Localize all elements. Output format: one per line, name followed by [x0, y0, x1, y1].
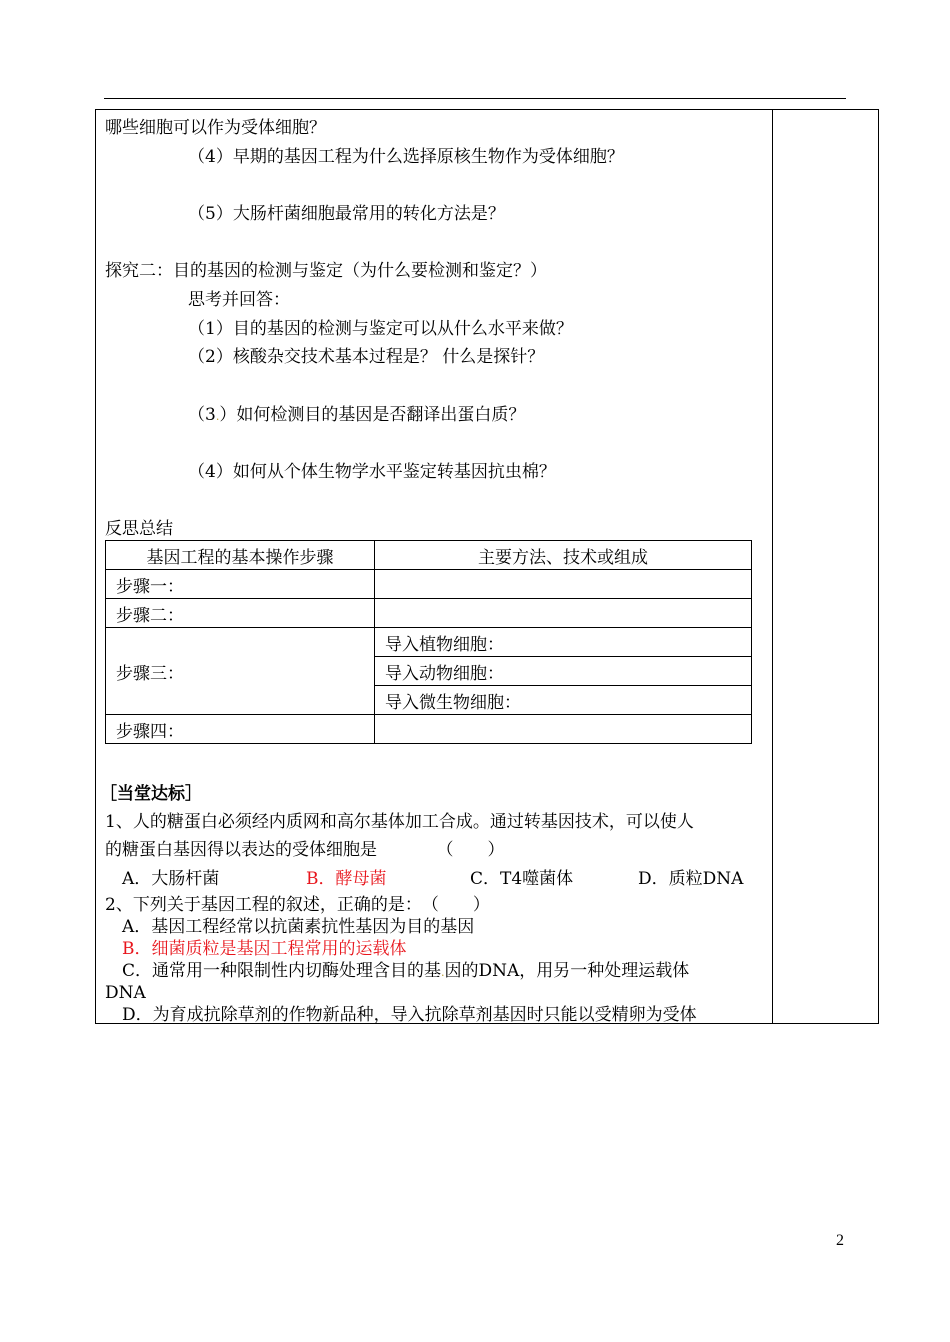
step-4-answer [375, 715, 752, 744]
header-steps: 基因工程的基本操作步骤 [106, 541, 375, 570]
table-header-row [106, 541, 752, 570]
practice-q1-stem: 1、人的糖蛋白必须经内质网和高尔基体加工合成。通过转基因技术，可以使人 [105, 812, 694, 832]
step-3-label: 步骤三： [106, 628, 375, 715]
step-3-microbe: 导入微生物细胞： [375, 686, 752, 715]
step-2-label: 步骤二： [106, 599, 375, 628]
practice-q1-stem-cont: 的糖蛋白基因得以表达的受体细胞是 （ ） [105, 840, 505, 860]
step-2-answer [375, 599, 752, 628]
q1-option-d: D．质粒DNA [638, 869, 744, 889]
table-row [106, 570, 752, 599]
question-5: （5）大肠杆菌细胞最常用的转化方法是？ [188, 204, 505, 224]
q1-option-b-answer: B．酵母菌 [306, 869, 387, 889]
q2-option-c-cont: DNA [105, 983, 146, 1003]
notes-column-divider [772, 109, 773, 1024]
q1-option-c: C．T4噬菌体 [470, 869, 574, 889]
step-1-answer [375, 570, 752, 599]
header-rule [104, 98, 846, 99]
q1-option-a: A．大肠杆菌 [122, 869, 220, 889]
question-4: （4）早期的基因工程为什么选择原核生物作为受体细胞？ [188, 147, 624, 167]
q2-option-a: A．基因工程经常以抗菌素抗性基因为目的基因 [122, 917, 475, 937]
step-4-label: 步骤四： [106, 715, 375, 744]
practice-q2-stem: 2、下列关于基因工程的叙述，正确的是： （ ） [105, 895, 490, 915]
summary-table [105, 540, 752, 744]
q2-option-c: C．通常用一种限制性内切酶处理含目的基.因的DNA，用另一种处理运载体 [122, 961, 690, 981]
practice-title: ［当堂达标］ [100, 784, 202, 804]
explore-2-title: 探究二：目的基因的检测与鉴定（为什么要检测和鉴定？） [105, 261, 547, 281]
table-row [106, 599, 752, 628]
page-number: 2 [836, 1232, 844, 1249]
reflection-title: 反思总结 [105, 519, 173, 539]
step-1-label: 步骤一： [106, 570, 375, 599]
explore-2-q2: （2）核酸杂交技术基本过程是？ 什么是探针？ [188, 347, 545, 367]
q2-option-d: D．为育成抗除草剂的作物新品种，导入抗除草剂基因时只能以受精卵为受体 [122, 1005, 697, 1025]
header-methods: 主要方法、技术或组成 [375, 541, 752, 570]
think-prompt: 思考并回答： [188, 290, 290, 310]
table-row [106, 715, 752, 744]
explore-2-q4: （4）如何从个体生物学水平鉴定转基因抗虫棉？ [188, 462, 556, 482]
table-row [106, 628, 752, 657]
explore-2-q3: （3.）如何检测目的基因是否翻译出蛋白质？ [188, 405, 526, 425]
step-3-animal: 导入动物细胞： [375, 657, 752, 686]
explore-2-q1: （1）目的基因的检测与鉴定可以从什么水平来做？ [188, 319, 573, 339]
question-continuation: 哪些细胞可以作为受体细胞？ [105, 118, 326, 138]
q2-option-b-answer: B．细菌质粒是基因工程常用的运载体 [122, 939, 407, 959]
step-3-plant: 导入植物细胞： [375, 628, 752, 657]
